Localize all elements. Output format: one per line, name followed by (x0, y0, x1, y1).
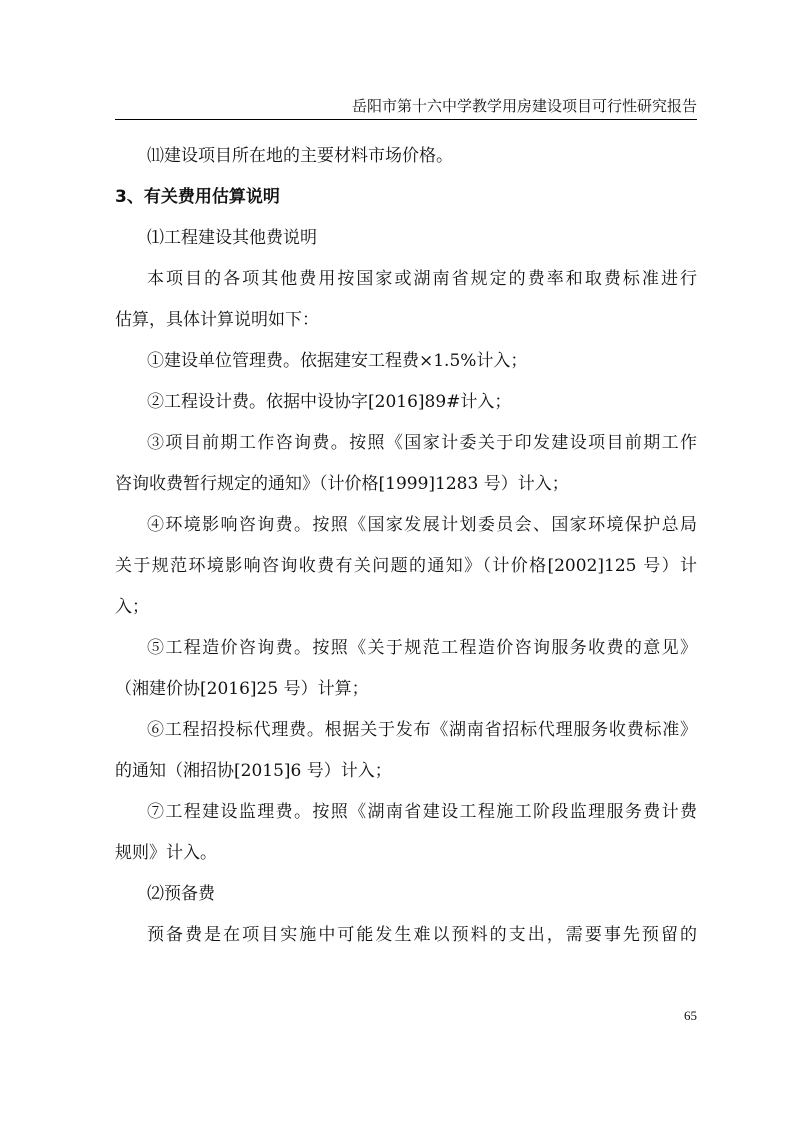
list-item-continuation: （湘建价协[2016]25 号）计算； (115, 679, 369, 699)
list-item: ①建设单位管理费。依据建安工程费×1.5%计入； (147, 351, 528, 371)
list-item-continuation: 入； (115, 597, 149, 617)
paragraph-line: ⑾建设项目所在地的主要材料市场价格。 (147, 146, 453, 166)
paragraph-line: 估算，具体计算说明如下： (115, 310, 319, 330)
list-item-continuation: 规则》计入。 (115, 843, 217, 863)
page-number: 65 (684, 1008, 697, 1023)
subsection-title: ⑵预备费 (147, 884, 215, 904)
list-item: ⑤工程造价咨询费。按照《关于规范工程造价咨询服务收费的意见》 (147, 638, 697, 658)
running-header: 岳阳市第十六中学教学用房建设项目可行性研究报告 (351, 97, 697, 115)
paragraph-line: 本项目的各项其他费用按国家或湖南省规定的费率和取费标准进行 (147, 269, 697, 289)
subsection-title: ⑴工程建设其他费说明 (147, 228, 317, 248)
list-item: ④环境影响咨询费。按照《国家发展计划委员会、国家环境保护总局 (147, 515, 697, 535)
paragraph-line: 预备费是在项目实施中可能发生难以预料的支出，需要事先预留的 (147, 925, 697, 945)
list-item-continuation: 关于规范环境影响咨询收费有关问题的通知》（计价格[2002]125 号）计 (115, 556, 697, 576)
list-item: ⑦工程建设监理费。按照《湖南省建设工程施工阶段监理服务费计费 (147, 802, 697, 822)
header-rule (115, 119, 697, 120)
list-item: ②工程设计费。依据中设协字[2016]89#计入； (147, 392, 512, 412)
list-item-continuation: 的通知（湘招协[2015]6 号）计入； (115, 761, 392, 781)
list-item: ③项目前期工作咨询费。按照《国家计委关于印发建设项目前期工作 (147, 433, 697, 453)
section-heading: 3、有关费用估算说明 (115, 187, 280, 207)
list-item: ⑥工程招投标代理费。根据关于发布《湖南省招标代理服务收费标准》 (147, 720, 697, 740)
document-body (115, 136, 697, 956)
list-item-continuation: 咨询收费暂行规定的通知》（计价格[1999]1283 号）计入； (115, 474, 569, 494)
